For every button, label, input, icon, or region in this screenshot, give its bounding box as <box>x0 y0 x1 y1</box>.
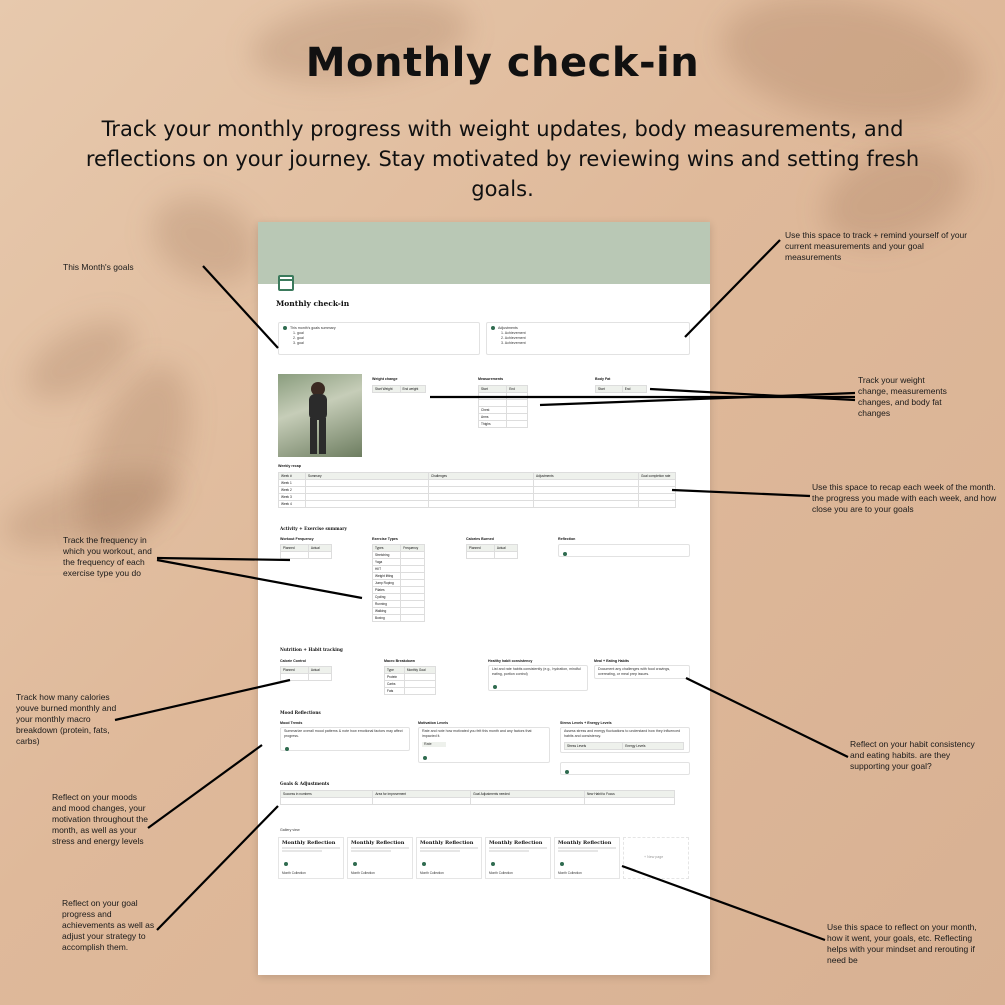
col-header: Planned <box>281 545 309 552</box>
healthy-habits-text: List and rate habits consistently (e.g., hydration, mindful eating, portion control) <box>492 667 581 676</box>
exercise-type: Yoga <box>373 559 401 566</box>
page-heading: Monthly check-in <box>305 40 700 86</box>
exercise-type: Weight lifting <box>373 573 401 580</box>
stress-note-callout[interactable] <box>560 762 690 775</box>
row-label: Arms <box>479 414 507 421</box>
macro-breakdown-label: Macro Breakdown <box>384 659 415 663</box>
mood-trends-label: Mood Trends <box>280 721 303 725</box>
row-label: Chest <box>479 407 507 414</box>
workout-frequency-table[interactable] <box>280 544 332 559</box>
card-footer: Month Collection <box>282 871 306 875</box>
measurements-table[interactable] <box>478 385 528 428</box>
bullet-icon <box>560 862 564 866</box>
motivation-label: Motivation Levels <box>418 721 449 725</box>
exercise-types-label: Exercise Types <box>372 537 398 541</box>
col-header: Success in numbers <box>281 791 373 798</box>
weight-change-table[interactable] <box>372 385 426 393</box>
macro-breakdown-table[interactable] <box>384 666 436 695</box>
connector-line <box>148 745 262 828</box>
motivation-callout[interactable] <box>418 727 550 763</box>
meal-habits-label: Meal + Eating Habits <box>594 659 630 663</box>
weight-change-label: Weight change <box>372 377 398 381</box>
col-header: Actual <box>308 545 331 552</box>
calories-burned-label: Calories Burned <box>466 537 494 541</box>
annotation-weekly: Use this space to recap each week of the month. the progress you made with each week, and how close you are to your goals <box>812 482 997 514</box>
week-label: Week 4 <box>279 501 306 508</box>
macro-type: Carbs <box>385 681 405 688</box>
macro-type: Protein <box>385 674 405 681</box>
exercise-type: Cycling <box>373 594 401 601</box>
exercise-types-table[interactable] <box>372 544 425 622</box>
goals-heading: This month's goals summary <box>290 326 336 330</box>
col-header: Monthly Goal <box>404 667 435 674</box>
healthy-habits-label: Healthy habit consistency <box>488 659 533 663</box>
page-subtitle: Track your monthly progress with weight updates, body measurements, and reflections on your journey. Stay motivated by reviewing wins and setting fresh goals. <box>85 117 920 201</box>
card-footer: Month Collection <box>351 871 375 875</box>
col-header: Energy Levels <box>623 743 684 750</box>
col-header: Type <box>385 667 405 674</box>
col-header: Actual <box>308 667 331 674</box>
card-title: Monthly Reflection <box>420 840 474 846</box>
fitness-photo <box>278 374 362 457</box>
col-header: Week # <box>279 473 306 480</box>
exercise-type: Walking <box>373 608 401 615</box>
annotation-calories: Track how many calories youve burned monthly and your monthly macro breakdown (protein, fats, carbs) <box>16 692 117 746</box>
mood-trends-text: Summarize overall mood patterns & note how emotional factors may affect progress. <box>284 729 403 738</box>
bullet-icon <box>283 326 287 330</box>
col-header: Summary <box>306 473 429 480</box>
card-title: Monthly Reflection <box>282 840 336 846</box>
bullet-icon <box>565 770 569 774</box>
activity-section-title: Activity + Exercise summary <box>280 526 347 531</box>
mood-trends-callout[interactable] <box>280 727 410 751</box>
week-label: Week 1 <box>279 480 306 487</box>
macro-type: Fats <box>385 688 405 695</box>
exercise-type: Jump Roping <box>373 580 401 587</box>
annotation-workout: Track the frequency in which you workout, and the frequency of each exercise type you do <box>63 535 152 578</box>
bullet-icon <box>491 326 495 330</box>
achievement-item: 1. Achievement <box>501 331 526 335</box>
reflection-label: Reflection <box>558 537 576 541</box>
card-title: Monthly Reflection <box>489 840 543 846</box>
card-title: Monthly Reflection <box>558 840 612 846</box>
card-footer: Month Collection <box>420 871 444 875</box>
row-label: Thighs <box>479 421 507 428</box>
card-title: Monthly Reflection <box>351 840 405 846</box>
body-fat-table[interactable] <box>595 385 647 393</box>
adjustments-heading: Adjustments <box>498 326 518 330</box>
col-header: New Habit to Focus <box>584 791 674 798</box>
col-header: End weight <box>400 386 425 393</box>
exercise-type: Boxing <box>373 615 401 622</box>
bullet-icon <box>285 747 289 751</box>
bullet-icon <box>422 862 426 866</box>
week-label: Week 3 <box>279 494 306 501</box>
adjustments-callout[interactable] <box>486 322 690 355</box>
goals-adjust-table[interactable] <box>280 790 675 805</box>
reflection-card[interactable] <box>485 837 551 879</box>
col-header: End <box>507 386 528 393</box>
achievement-item: 3. Achievement <box>501 341 526 345</box>
exercise-type: Pilates <box>373 587 401 594</box>
nutrition-section-title: Nutrition + Habit tracking <box>280 647 343 652</box>
bullet-icon <box>491 862 495 866</box>
stress-label: Stress Levels + Energy Levels <box>560 721 612 725</box>
col-header: Start Weight <box>373 386 401 393</box>
reflection-card[interactable] <box>278 837 344 879</box>
goals-callout[interactable] <box>278 322 480 355</box>
col-header: Types <box>373 545 401 552</box>
calorie-control-label: Calorie Control <box>280 659 306 663</box>
measurements-label: Measurements <box>478 377 504 381</box>
row-label <box>479 400 507 407</box>
col-header: Area for improvement <box>373 791 471 798</box>
col-header: Adjustments <box>534 473 639 480</box>
goal-item: 1. goal <box>293 331 304 335</box>
healthy-habits-callout[interactable] <box>488 665 588 691</box>
row-label <box>479 393 507 400</box>
col-header: Goal completion rate <box>639 473 676 480</box>
new-card-button[interactable] <box>623 837 689 879</box>
goal-item: 3. goal <box>293 341 304 345</box>
bullet-icon <box>353 862 357 866</box>
annotation-moods: Reflect on your moods and mood changes, your motivation throughout the month, as well as your stress and energy levels <box>52 792 148 846</box>
workout-frequency-label: Workout Frequency <box>280 537 314 541</box>
stress-text: Assess stress and energy fluctuations to understand how they influenced habits and consistency. <box>564 729 681 738</box>
body-fat-label: Body Fat <box>595 377 611 381</box>
calendar-icon <box>278 275 294 291</box>
exercise-type: HIIT <box>373 566 401 573</box>
exercise-type: Stretching <box>373 552 401 559</box>
bullet-icon <box>284 862 288 866</box>
goals-adjust-section-title: Goals & Adjustments <box>280 781 330 786</box>
mood-section-title: Mood Reflections <box>280 710 321 715</box>
page-cover <box>258 222 710 284</box>
weekly-recap-table[interactable] <box>278 472 676 508</box>
week-label: Week 2 <box>279 487 306 494</box>
rate-header: Rate <box>422 742 446 747</box>
reflection-card[interactable] <box>416 837 482 879</box>
annotation-adjust: Reflect on your goal progress and achievements as well as adjust your strategy to accomplish them. <box>62 898 155 952</box>
col-header: Goal Adjustments needed <box>471 791 585 798</box>
col-header: Start <box>596 386 623 393</box>
card-footer: Month Collection <box>489 871 513 875</box>
page-title: Monthly check-in <box>276 299 350 308</box>
col-header: End <box>622 386 646 393</box>
col-header: Planned <box>281 667 309 674</box>
col-header: Actual <box>494 545 517 552</box>
meal-habits-text: Document any challenges with food cravings, overeating, or meal prep issues. <box>598 667 671 676</box>
annotation-measurements: Use this space to track + remind yourself of your current measurements and your goal measurements <box>785 230 968 262</box>
bullet-icon <box>493 685 497 689</box>
meal-habits-callout[interactable] <box>594 665 690 679</box>
stress-energy-table[interactable] <box>564 742 684 750</box>
card-footer: Month Collection <box>558 871 582 875</box>
bullet-icon <box>563 552 567 556</box>
motivation-text: Rate and note how motivated you felt this month and any factors that impacted it. <box>422 729 532 738</box>
reflection-card[interactable] <box>347 837 413 879</box>
reflection-callout[interactable] <box>558 544 690 557</box>
connector-line <box>686 678 848 757</box>
annotation-reflection: Use this space to reflect on your month, how it went, your goals, etc. Reflecting helps with your mindset and rerouting if need be <box>827 922 977 965</box>
col-header: Stress Levels <box>565 743 623 750</box>
new-page-label: + New page <box>644 855 664 859</box>
achievement-item: 2. Achievement <box>501 336 526 340</box>
annotation-goals: This Month's goals <box>63 262 134 272</box>
exercise-type: Running <box>373 601 401 608</box>
goal-item: 2. goal <box>293 336 304 340</box>
annotation-habits: Reflect on your habit consistency and eating habits. are they supporting your goal? <box>850 739 975 771</box>
col-header: Frequency <box>401 545 425 552</box>
reflection-card[interactable] <box>554 837 620 879</box>
stress-callout[interactable] <box>560 727 690 753</box>
bullet-icon <box>423 756 427 760</box>
notion-page <box>258 222 710 975</box>
gallery-view-label[interactable]: Gallery view <box>280 828 300 832</box>
col-header: Start <box>479 386 507 393</box>
col-header: Planned <box>467 545 495 552</box>
col-header: Challenges <box>429 473 534 480</box>
calorie-control-table[interactable] <box>280 666 332 681</box>
weekly-recap-label: Weekly recap <box>278 464 301 468</box>
calories-burned-table[interactable] <box>466 544 518 559</box>
annotation-weight: Track your weight change, measurements changes, and body fat changes <box>858 375 947 418</box>
